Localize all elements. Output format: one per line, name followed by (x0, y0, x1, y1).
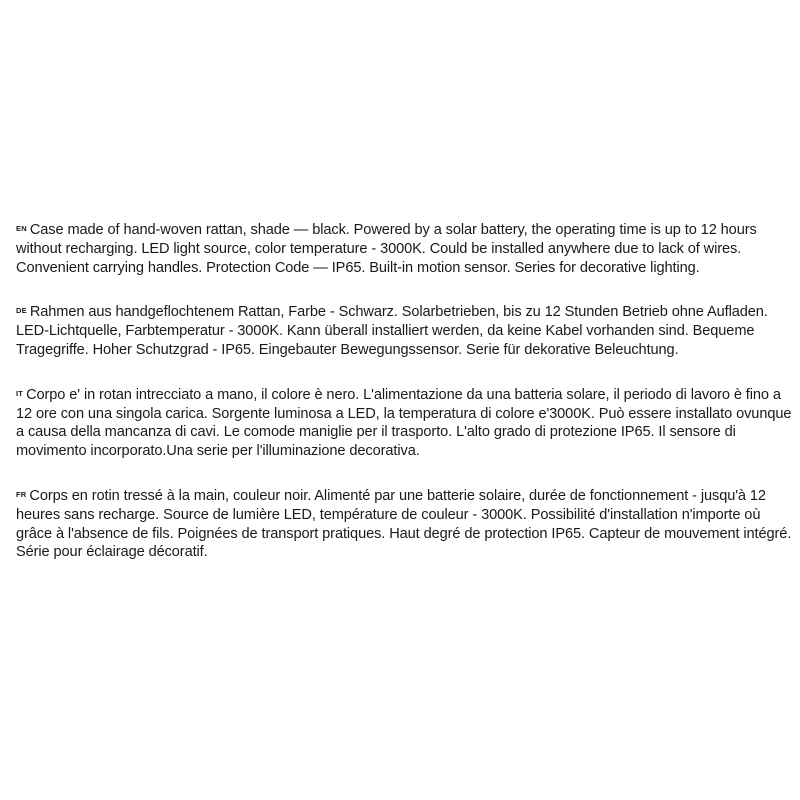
language-code-it: IT (16, 388, 24, 398)
description-en (16, 220, 792, 277)
description-text-en: Case made of hand-woven rattan, shade — black. Powered by a solar battery, the operating time is up to 12 hours without recharging. LED light source, color temperature - 3000K. Could be installed anywhere due to lack of wires. Convenient carrying handles. Protection Code — IP65. Built-in motion sensor. Series for decorative lighting. (16, 222, 757, 276)
language-code-fr: FR (16, 489, 27, 499)
language-code-de: DE (16, 306, 27, 316)
description-it (16, 385, 792, 461)
description-de (16, 302, 792, 359)
description-blocks (16, 220, 792, 587)
description-text-de: Rahmen aus handgeflochtenem Rattan, Farbe - Schwarz. Solarbetrieben, bis zu 12 Stunden Betrieb ohne Aufladen. LED-Lichtquelle, Farbtemperatur - 3000K. Kann überall installiert werden, da keine Kabel vorhanden sind. Bequeme Tragegriffe. Hoher Schutzgrad - IP65. Eingebauter Bewegungssensor. Serie für dekorative Beleuchtung. (16, 304, 768, 358)
description-text-it: Corpo e' in rotan intrecciato a mano, il colore è nero. L'alimentazione da una batteria solare, il periodo di lavoro è fino a 12 ore con una singola carica. Sorgente luminosa a LED, la temperatura di colore e'3000K. Può essere installato ovunque a causa della mancanza di cavi. Le comode maniglie per il trasporto. L'alto grado di protezione IP65. Il sensore di movimento incorporato.Una serie per l'illuminazione decorativa. (16, 386, 792, 460)
description-text-fr: Corps en rotin tressé à la main, couleur noir. Alimenté par une batterie solaire, durée de fonctionnement - jusqu'à 12 heures sans recharge. Source de lumière LED, température de couleur - 3000K. Possibilité d'installation n'importe où grâce à l'absence de fils. Poignées de transport pratiques. Haut degré de protection IP65. Capteur de mouvement intégré. Série pour éclairage décoratif. (16, 487, 792, 561)
language-code-en: EN (16, 224, 27, 233)
description-fr (16, 486, 792, 562)
